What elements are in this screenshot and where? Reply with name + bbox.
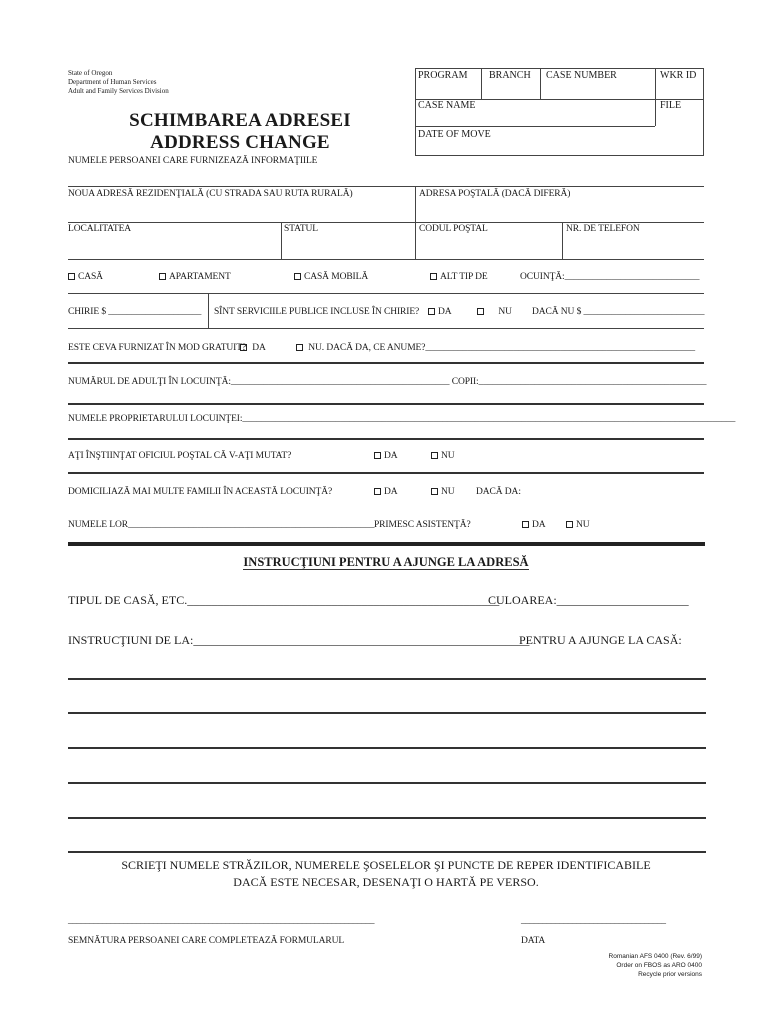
row-divider [68, 293, 704, 294]
column-divider [415, 186, 416, 222]
checkbox-icon[interactable] [159, 273, 166, 280]
directions-line[interactable] [68, 782, 706, 784]
directions-note [68, 857, 704, 891]
no-label: NU [441, 451, 455, 461]
section-separator [68, 542, 705, 546]
date-of-move-field[interactable]: DATE OF MOVE [418, 129, 491, 140]
house-label: CASĂ [78, 272, 103, 282]
directions-heading-text: INSTRUCŢIUNI PENTRU A AJUNGE LA ADRESĂ [243, 555, 529, 569]
column-divider [415, 222, 416, 259]
families-question: DOMICILIAZĂ MAI MULTE FAMILII ÎN ACEASTĂ LOCUINŢĂ? [68, 487, 333, 497]
house-type-field[interactable]: TIPUL DE CASĂ, ETC.____________________________________________________ [68, 593, 500, 607]
checkbox-icon[interactable] [566, 521, 573, 528]
directions-line[interactable] [68, 678, 706, 680]
row-divider [68, 362, 704, 364]
row-divider [68, 222, 704, 223]
program-field[interactable]: PROGRAM [418, 70, 468, 81]
office-use-box [415, 68, 704, 156]
date-label: DATA [521, 936, 546, 946]
yes-label: DA [252, 343, 266, 353]
city-field[interactable]: LOCALITATEA [68, 224, 132, 234]
no-label: NU [441, 487, 455, 497]
if-no-amount-field[interactable]: DACĂ NU $ __________________________ [532, 307, 705, 317]
yes-label: DA [384, 451, 398, 461]
yes-label: DA [438, 307, 452, 317]
checkbox-icon[interactable] [374, 488, 381, 495]
checkbox-icon[interactable] [430, 273, 437, 280]
row-divider [68, 438, 704, 440]
yes-label: DA [532, 520, 546, 530]
agency-block [68, 69, 169, 96]
free-what-field[interactable]: NU. DACĂ DA, CE ANUME?__________________________________________________________ [308, 343, 696, 353]
directions-note-line1: SCRIEŢI NUMELE STRĂZILOR, NUMERELE ŞOSELELOR ŞI PUNCTE DE REPER IDENTIFICABILE [121, 858, 651, 872]
directions-heading [68, 555, 704, 570]
occupancy-field[interactable]: OCUINŢĂ:_____________________________ [520, 272, 700, 282]
form-footer [540, 952, 702, 979]
free-question: ESTE CEVA FURNIZAT ÎN MOD GRATUIT? [68, 343, 247, 353]
yes-label: DA [384, 487, 398, 497]
case-number-field[interactable]: CASE NUMBER [546, 70, 617, 81]
case-name-field[interactable]: CASE NAME [418, 100, 476, 111]
directions-line[interactable] [68, 851, 706, 853]
recycle-note: Recycle prior versions [638, 971, 702, 978]
no-label: NU [498, 307, 512, 317]
housing-house-option[interactable] [68, 272, 103, 282]
families-yes-option[interactable] [374, 487, 398, 497]
checkbox-icon[interactable] [477, 308, 484, 315]
families-no-option[interactable] [431, 487, 455, 497]
title-romanian: SCHIMBAREA ADRESEI [129, 110, 351, 131]
office-box-divider [655, 68, 656, 126]
assistance-no-option[interactable] [566, 520, 590, 530]
date-line[interactable]: __________________________________ [521, 916, 666, 926]
residential-address-field[interactable]: NOUA ADRESĂ REZIDENŢIALĂ (CU STRADA SAU RUTA RURALĂ) [68, 189, 353, 199]
branch-field[interactable]: BRANCH [489, 70, 531, 81]
checkbox-icon[interactable] [428, 308, 435, 315]
mailing-address-field[interactable]: ADRESA POŞTALĂ (DACĂ DIFERĂ) [419, 189, 571, 199]
informant-name-field[interactable]: NUMELE PERSOANEI CARE FURNIZEAZĂ INFORMAŢIILE [68, 156, 318, 166]
utilities-no-option[interactable] [477, 307, 512, 317]
housing-other-option[interactable] [430, 272, 488, 282]
checkbox-icon[interactable] [294, 273, 301, 280]
title-english: ADDRESS CHANGE [150, 132, 330, 153]
state-field[interactable]: STATUL [284, 224, 318, 234]
to-house-label: PENTRU A AJUNGE LA CASĂ: [519, 633, 682, 647]
free-yes-option[interactable] [240, 343, 266, 353]
directions-note-line2: DACĂ ESTE NECESAR, DESENAŢI O HARTĂ PE VERSO. [233, 875, 539, 889]
housing-apartment-option[interactable] [159, 272, 231, 282]
form-id: Romanian AFS 0400 (Rev. 6/99) [608, 953, 702, 960]
landlord-name-field[interactable]: NUMELE PROPRIETARULUI LOCUINŢEI:__________________________________________________________________________________________________________ [68, 414, 736, 424]
directions-line[interactable] [68, 817, 706, 819]
column-divider [208, 293, 209, 328]
checkbox-icon[interactable] [374, 452, 381, 459]
post-office-yes-option[interactable] [374, 451, 398, 461]
agency-department: Department of Human Services [68, 78, 157, 86]
directions-line[interactable] [68, 712, 706, 714]
column-divider [281, 222, 282, 259]
post-office-no-option[interactable] [431, 451, 455, 461]
family-names-field[interactable]: NUMELE LOR_____________________________________________________ [68, 520, 375, 530]
utilities-question: SÎNT SERVICIILE PUBLICE INCLUSE ÎN CHIRIE? [214, 307, 420, 317]
signature-line[interactable]: ________________________________________________________________________ [68, 916, 374, 926]
checkbox-icon[interactable] [522, 521, 529, 528]
checkbox-icon[interactable] [431, 488, 438, 495]
assistance-yes-option[interactable] [522, 520, 546, 530]
signature-label: SEMNĂTURA PERSOANEI CARE COMPLETEAZĂ FORMULARUL [68, 936, 345, 946]
office-box-divider [481, 68, 482, 99]
agency-state: State of Oregon [68, 69, 113, 77]
row-divider [68, 259, 704, 260]
row-divider [68, 403, 704, 405]
post-office-question: AŢI ÎNŞTIINŢAT OFICIUL POŞTAL CĂ V-AŢI MUTAT? [68, 451, 292, 461]
assistance-question: PRIMESC ASISTENŢĂ? [374, 520, 471, 530]
no-label: NU [576, 520, 590, 530]
mobile-home-label: CASĂ MOBILĂ [304, 272, 369, 282]
zip-field[interactable]: CODUL POŞTAL [419, 224, 488, 234]
other-type-label: ALT TIP DE [440, 272, 488, 282]
order-info: Order on FBOS as ARO 0400 [616, 962, 702, 969]
row-divider [68, 472, 704, 474]
utilities-yes-option[interactable] [428, 307, 452, 317]
wkr-id-field[interactable]: WKR ID [660, 70, 697, 81]
checkbox-icon[interactable] [68, 273, 75, 280]
checkbox-icon[interactable] [431, 452, 438, 459]
directions-line[interactable] [68, 747, 706, 749]
file-field[interactable]: FILE [660, 100, 682, 111]
house-color-field[interactable]: CULOAREA:______________________ [488, 593, 689, 607]
directions-from-field[interactable]: INSTRUCŢIUNI DE LA:________________________________________________________ [68, 633, 530, 647]
agency-division: Adult and Family Services Division [68, 87, 169, 95]
checkbox-icon[interactable] [296, 344, 303, 351]
checkbox-icon[interactable] [240, 344, 247, 351]
row-divider [68, 328, 704, 329]
adults-children-field[interactable]: NUMĂRUL DE ADULŢI ÎN LOCUINŢĂ:_______________________________________________ COPII:_________________________________________________ [68, 377, 707, 387]
column-divider [562, 222, 563, 259]
office-box-divider [415, 126, 655, 127]
row-divider [68, 186, 704, 187]
form-title [100, 110, 380, 154]
rent-field[interactable]: CHIRIE $ ____________________ [68, 307, 202, 317]
phone-field[interactable]: NR. DE TELEFON [566, 224, 640, 234]
if-yes-label: DACĂ DA: [476, 487, 521, 497]
free-no-option[interactable] [296, 343, 695, 353]
housing-mobile-option[interactable] [294, 272, 368, 282]
office-box-divider [540, 68, 541, 99]
apartment-label: APARTAMENT [169, 272, 231, 282]
